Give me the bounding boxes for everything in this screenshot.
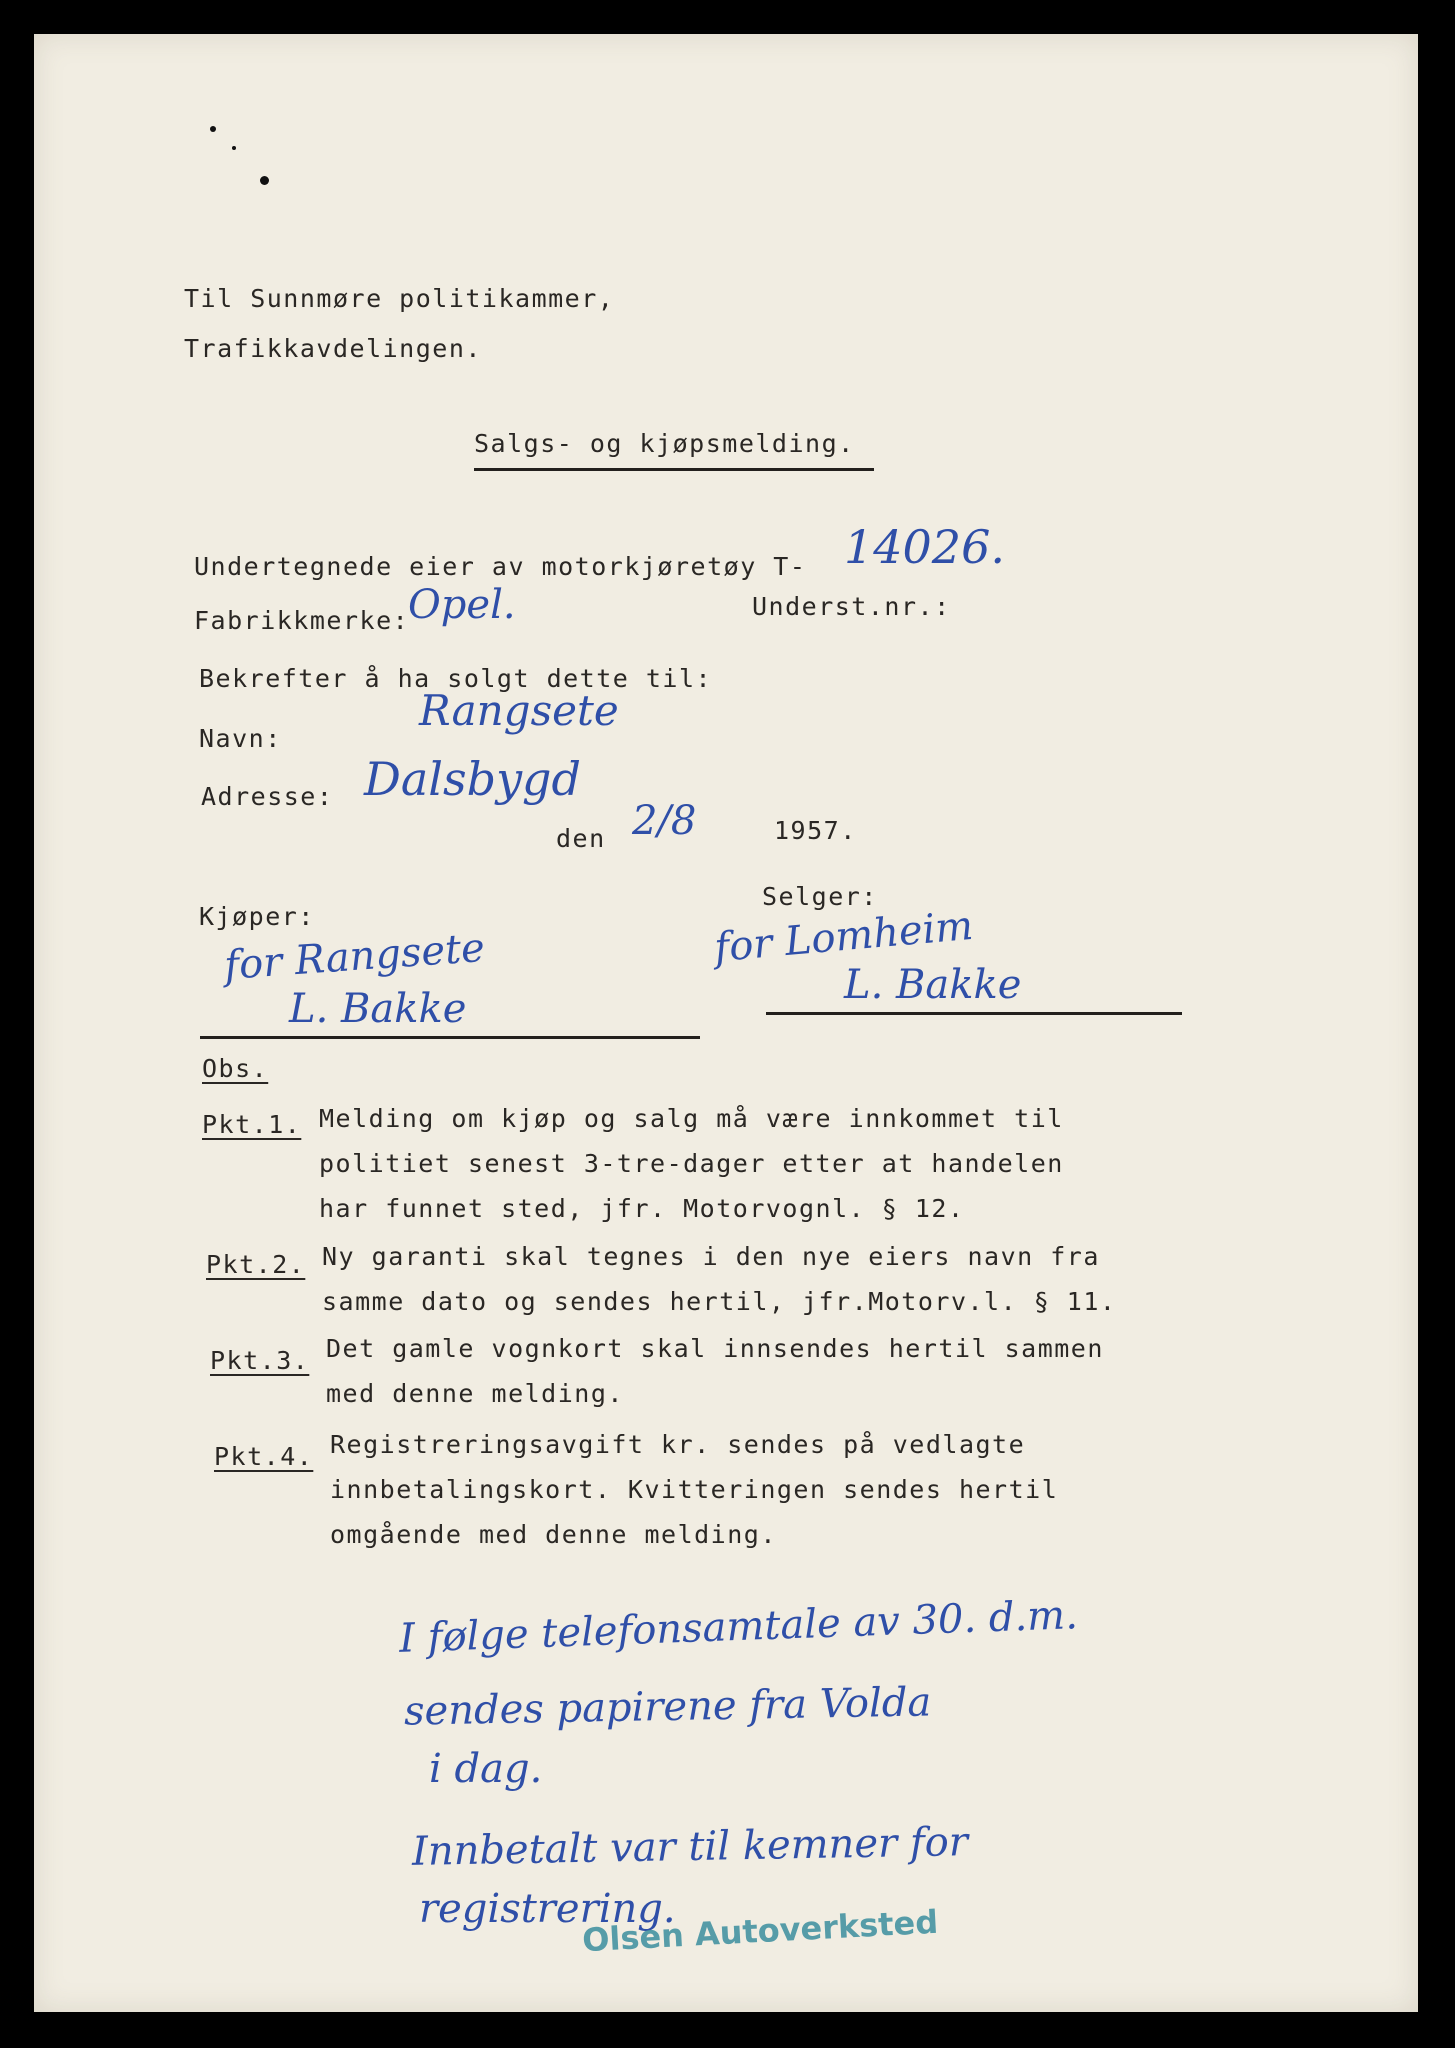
note-4-line2: innbetalingskort. Kvitteringen sendes hertil: [330, 1475, 1059, 1504]
owner-label: Undertegnede eier av motorkjøretøy T-: [194, 552, 807, 581]
obs-heading: Obs.: [202, 1054, 269, 1083]
note-3-line2: med denne melding.: [326, 1379, 624, 1408]
handwritten-note-line4: Innbetalt var til kemner for: [411, 1819, 969, 1875]
note-3-label: Pkt.3.: [210, 1346, 310, 1375]
seller-label: Selger:: [762, 882, 878, 911]
note-1-line2: politiet senest 3-tre-dager etter at handelen: [319, 1149, 1064, 1178]
address-value: Dalsbygd: [364, 752, 581, 806]
chassis-label: Underst.nr.:: [752, 592, 951, 621]
buyer-signature-line2: L. Bakke: [289, 986, 467, 1032]
note-4-label: Pkt.4.: [214, 1442, 314, 1471]
buyer-signature-line1: for Rangsete: [222, 924, 487, 990]
name-label: Navn:: [199, 724, 282, 753]
seller-signature-line: [766, 1012, 1182, 1015]
registration-number: 14026.: [844, 520, 1005, 574]
note-2-line1: Ny garanti skal tegnes i den nye eiers navn fra: [322, 1242, 1100, 1271]
buyer-label: Kjøper:: [199, 902, 315, 931]
note-1-label: Pkt.1.: [202, 1110, 302, 1139]
addressee-line: Til Sunnmøre politikammer,: [184, 284, 615, 313]
department-line: Trafikkavdelingen.: [184, 334, 482, 363]
name-value: Rangsete: [419, 686, 619, 735]
document-title: Salgs- og kjøpsmelding.: [474, 429, 855, 458]
company-stamp: Olsen Autoverksted: [581, 1902, 940, 1960]
note-4-line1: Registreringsavgift kr. sendes på vedlagte: [330, 1430, 1026, 1459]
ink-speck: [260, 176, 269, 185]
seller-signature-line2: L. Bakke: [844, 962, 1022, 1008]
note-3-line1: Det gamle vognkort skal innsendes hertil sammen: [326, 1334, 1104, 1363]
ink-speck: [210, 126, 216, 132]
make-label: Fabrikkmerke:: [194, 606, 410, 635]
note-4-line3: omgående med denne melding.: [330, 1520, 777, 1549]
handwritten-note-line3: i dag.: [429, 1746, 543, 1792]
note-1-line1: Melding om kjøp og salg må være innkommet til: [319, 1104, 1064, 1133]
note-2-label: Pkt.2.: [206, 1250, 306, 1279]
handwritten-note-line5: registrering.: [419, 1886, 676, 1932]
title-underline: [474, 468, 874, 471]
note-2-line2: samme dato og sendes hertil, jfr.Motorv.l. § 11.: [322, 1287, 1117, 1316]
buyer-signature-line: [200, 1036, 700, 1039]
document-page: [34, 34, 1418, 2012]
address-label: Adresse:: [201, 782, 334, 811]
handwritten-note-line2: sendes papirene fra Volda: [403, 1679, 932, 1735]
note-1-line3: har funnet sted, jfr. Motorvognl. § 12.: [319, 1194, 965, 1223]
handwritten-note-line1: I følge telefonsamtale av 30. d.m.: [398, 1592, 1079, 1662]
date-prefix: den: [556, 824, 606, 853]
make-value: Opel.: [408, 582, 516, 628]
date-year: 1957.: [774, 816, 857, 845]
date-value: 2/8: [632, 798, 697, 844]
seller-signature-line1: for Lomheim: [712, 902, 975, 972]
ink-speck: [232, 146, 236, 150]
confirm-label: Bekrefter å ha solgt dette til:: [199, 664, 713, 693]
